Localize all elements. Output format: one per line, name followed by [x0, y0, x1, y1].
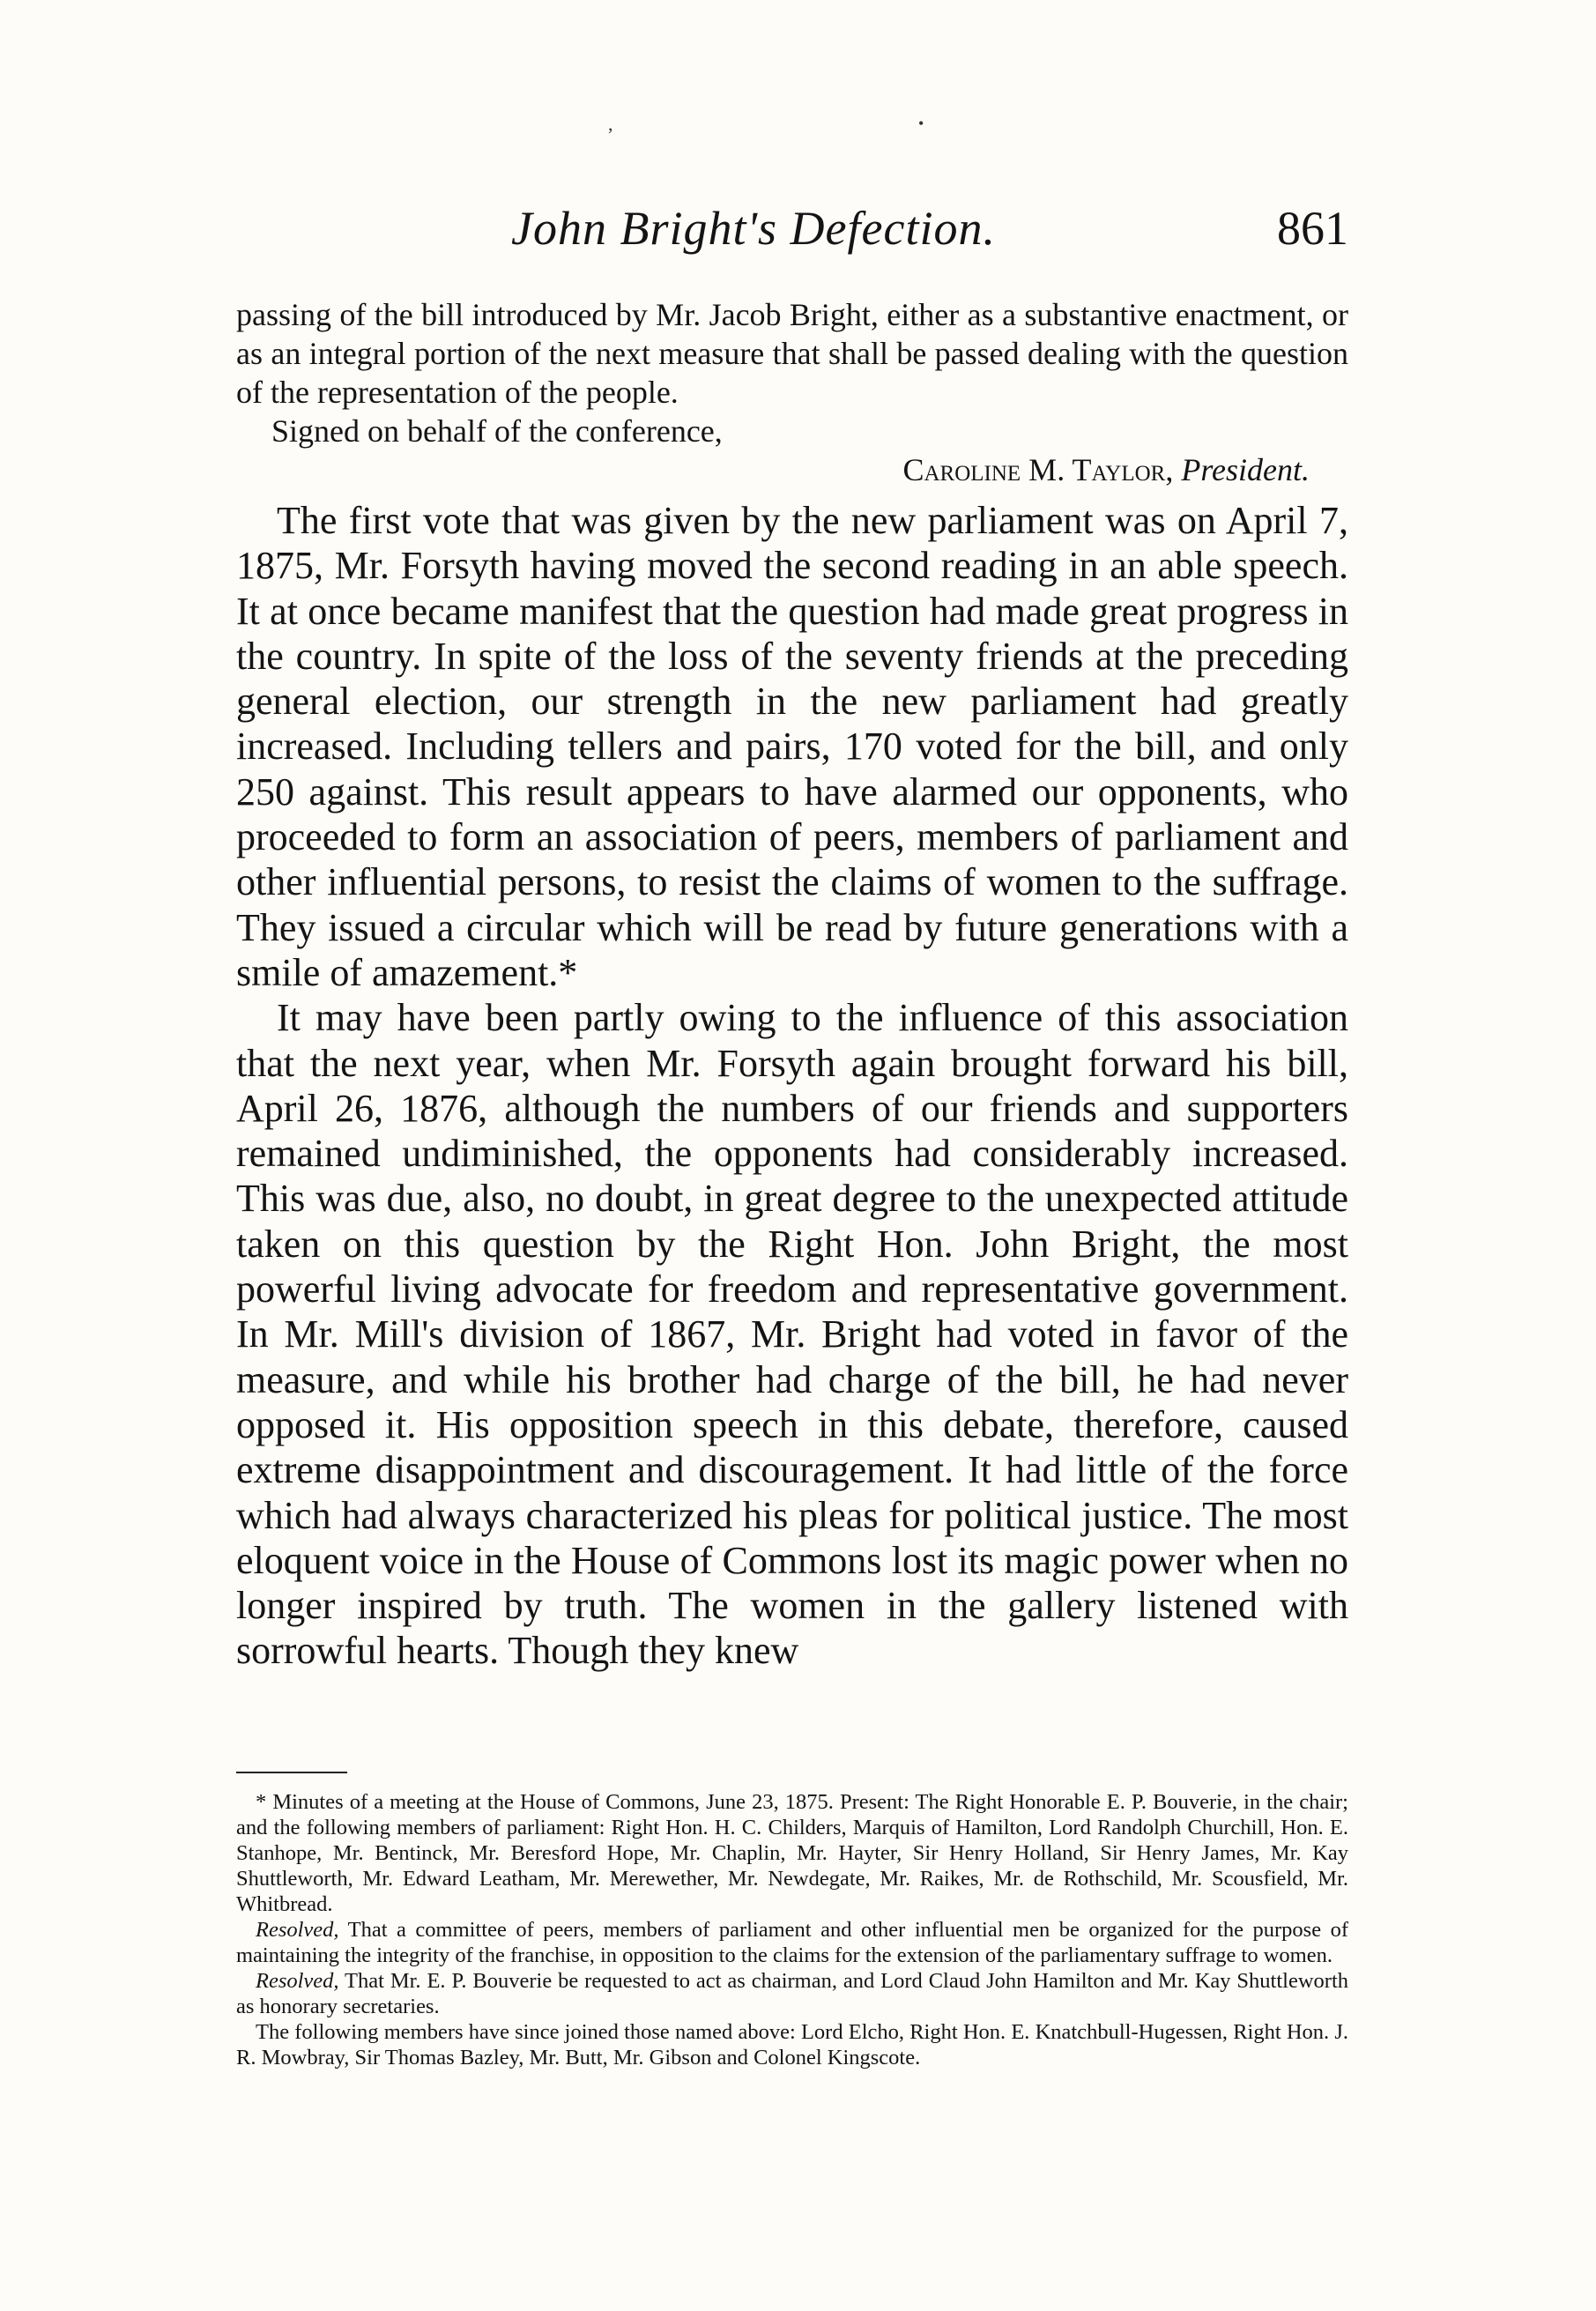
signed-line: Signed on behalf of the conference, [271, 413, 723, 449]
resolution-continuation [236, 295, 1348, 450]
resolution-text: That Mr. E. P. Bouverie be requested to act as chairman, and Lord Claud John Hamilton and Mr. Kay Shuttleworth as honorary secretaries. [236, 1969, 1348, 2018]
paragraph: It may have been partly owing to the influence of this association that the next year, when Mr. Forsyth again brought forward his bill, April 26, 1876, although the numbers of our friends and supporters remained undiminished, the opponents had considerably increased. This was due, also, no doubt, in great degree to the unexpected attitude taken on this question by the Right Hon. John Bright, the most powerful living advocate for freedom and representative government. In Mr. Mill's division of 1867, Mr. Bright had voted in favor of the measure, and while his brother had charge of the bill, he had never opposed it. His opposition speech in this debate, therefore, caused extreme disappointment and discouragement. It had little of the force which had always characterized his pleas for political justice. The most eloquent voice in the House of Commons lost its magic power when no longer inspired by truth. The women in the gallery listened with sorrowful hearts. Though they knew [236, 996, 1348, 1673]
main-text [236, 498, 1348, 1674]
continuation-text: passing of the bill introduced by Mr. Jacob Bright, either as a substantive enactment, or as an integral portion of the next measure that shall be passed dealing with the question of the representation of the people. [236, 297, 1348, 410]
stray-mark: , [608, 113, 613, 135]
resolved-label: Resolved, [256, 1969, 339, 1993]
resolved-label: Resolved, [256, 1918, 339, 1942]
signatory-role: President. [1181, 452, 1310, 487]
running-title: John Bright's Defection. [511, 202, 996, 255]
footnote-additional-members: The following members have since joined those named above: Lord Elcho, Right Hon. E. Knatchbull-Hugessen, Right Hon. J. R. Mowbray, Sir Thomas Bazley, Mr. Butt, Mr. Gibson and Colonel Kingscote. [236, 2020, 1348, 2069]
page-number: 861 [1277, 202, 1348, 255]
footnote-resolution-1 [236, 1917, 1348, 1968]
resolution-text: That a committee of peers, members of parliament and other influential men be organized for the purpose of maintaining the integrity of the franchise, in opposition to the claims for the extension of the parliamentary suffrage to women. [236, 1918, 1348, 1967]
page-header [238, 201, 1348, 263]
footnote-resolution-2 [236, 1968, 1348, 2019]
stray-dot: • [918, 115, 924, 132]
footnotes [236, 1789, 1348, 2070]
footnote-divider [236, 1772, 347, 1773]
footnote-minutes: * Minutes of a meeting at the House of Commons, June 23, 1875. Present: The Right Honorable E. P. Bouverie, in the chair; and the following members of parliament: Right Hon. H. C. Childers, Marquis of Hamilton, Lord Randolph Churchill, Hon. E. Stanhope, Mr. Bentinck, Mr. Beresford Hope, Mr. Chaplin, Mr. Hayter, Sir Henry Holland, Sir Henry James, Mr. Kay Shuttleworth, Mr. Edward Leatham, Mr. Merewether, Mr. Newdegate, Mr. Raikes, Mr. de Rothschild, Mr. Scousfield, Mr. Whitbread. [236, 1790, 1348, 1916]
paragraph: The first vote that was given by the new parliament was on April 7, 1875, Mr. Forsyth having moved the second reading in an able speech. It at once became manifest that the question had made great progress in the country. In spite of the loss of the seventy friends at the preceding general election, our strength in the new parliament had greatly increased. Including tellers and pairs, 170 voted for the bill, and only 250 against. This result appears to have alarmed our opponents, who proceeded to form an association of peers, members of parliament and other influential persons, to resist the claims of women to the suffrage. They issued a circular which will be read by future generations with a smile of amazement.* [236, 499, 1348, 994]
signatory-name: Caroline M. Taylor, [902, 452, 1174, 487]
signature [236, 451, 1310, 488]
